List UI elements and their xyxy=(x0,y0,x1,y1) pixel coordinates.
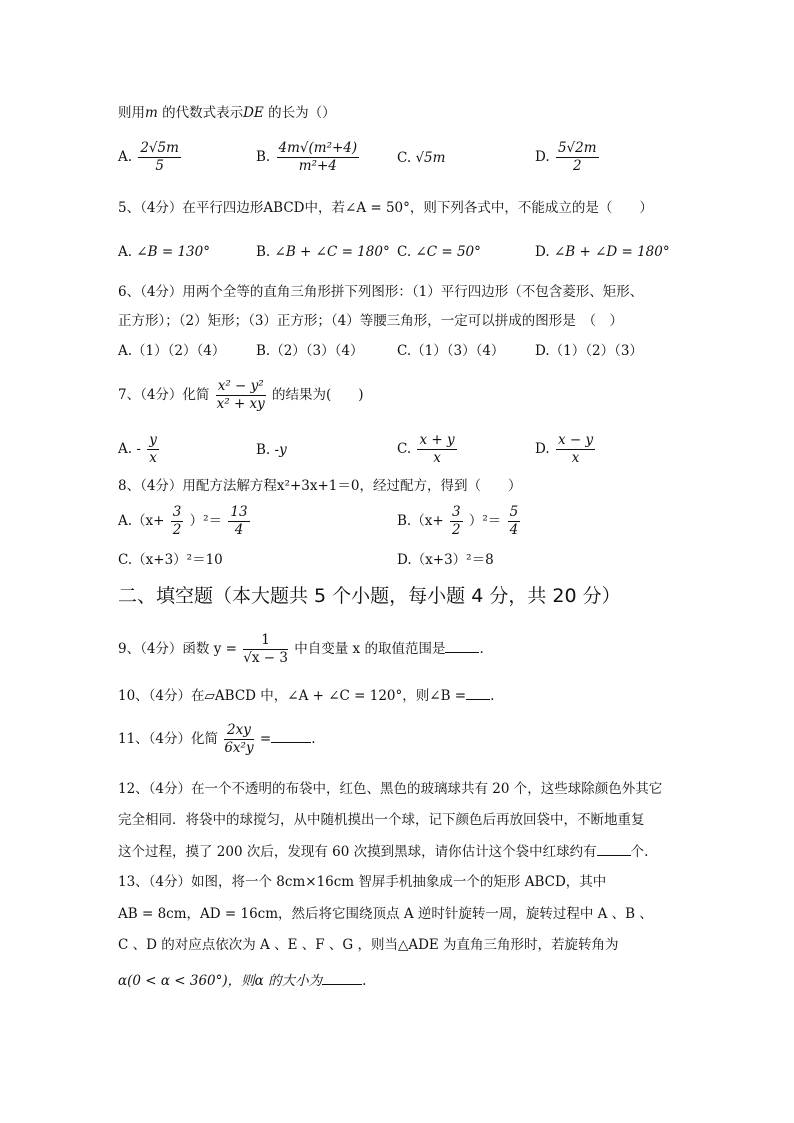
q10-answer-blank[interactable] xyxy=(466,685,490,700)
q9-answer-blank[interactable] xyxy=(445,638,479,653)
section-heading: 二、填空题（本大题共 5 个小题，每小题 4 分，共 20 分） xyxy=(118,585,621,607)
q5-option-b: B. ∠B + ∠C = 180° xyxy=(256,244,390,260)
q8-stem: 8、（4分）用配方法解方程x²+3x+1＝0，经过配方，得到（ ） xyxy=(118,478,522,494)
q8-option-d: D.（x+3）²＝8 xyxy=(397,552,494,568)
q4-option-a: A. $\frac{2√5m}{5}$ xyxy=(118,140,179,174)
q6-option-c: C.（1）（3）（4） xyxy=(397,343,505,359)
q7-option-d: D. $\frac{x - y}{x}$ xyxy=(535,432,594,466)
q5-option-a: A. ∠B = 130° xyxy=(118,244,210,260)
q7-stem: 7、（4分）化简 $\frac{\text{x² − y²}}{\text{x² + xy}}$ 的结果为( ) xyxy=(118,378,364,412)
q12-answer-blank[interactable] xyxy=(597,841,631,856)
q8-option-a: A.（x+ $\frac{3}{2}$ ）²＝ $\frac{13}{4}$ xyxy=(118,504,248,538)
q5-option-d: D. ∠B + ∠D = 180° xyxy=(535,244,670,260)
q13-line2: AB = 8cm，AD = 16cm，然后将它围绕顶点 A 逆时针旋转一周，旋转过程中 A 、B 、 xyxy=(118,906,653,922)
q4-option-c: C. √5m xyxy=(397,150,446,166)
q4-option-d: D. $\frac{5√2m}{2}$ xyxy=(535,140,597,174)
q6-option-a: A.（1）（2）（4） xyxy=(118,343,226,359)
q10-stem: 10、（4分）在▱ABCD 中，∠A + ∠C = 120°，则∠B = . xyxy=(118,685,494,706)
q6-line2: 正方形）；（2）矩形；（3）正方形；（4）等腰三角形，一定可以拼成的图形是 （ ） xyxy=(118,313,624,329)
q6-option-d: D.（1）（2）（3） xyxy=(535,343,643,359)
q12-line3: 这个过程，摸了 200 次后，发现有 60 次摸到黑球，请你估计这个袋中红球约有 个. xyxy=(118,841,648,862)
q5-option-c: C. ∠C = 50° xyxy=(397,244,481,260)
q9-stem: 9、（4分）函数 y = $\frac{1}{√x - 3}$ 中自变量 x 的取值范围是 . xyxy=(118,632,484,666)
q13-line4: α(0 < α < 360°)，则α 的大小为 . xyxy=(118,970,366,991)
q5-stem: 5、（4分）在平行四边形ABCD中，若∠A = 50°，则下列各式中，不能成立的是（ ） xyxy=(118,200,653,216)
q13-line1: 13、（4分）如图，将一个 8cm×16cm 智屏手机抽象成一个的矩形 ABCD，其中 xyxy=(118,874,607,890)
q7-option-c: C. $\frac{x + y}{x}$ xyxy=(397,432,455,466)
q7-option-b: B. -y xyxy=(256,442,287,458)
q4-option-b: B. $\frac{\text{4m√(m²+4)}}{\text{m²+4}}$ xyxy=(256,140,358,174)
q6-line1: 6、（4分）用两个全等的直角三角形拼下列图形：（1）平行四边形（不包含菱形、矩形、 xyxy=(118,284,644,300)
q6-option-b: B.（2）（3）（4） xyxy=(256,343,364,359)
q12-line2: 完全相同．将袋中的球搅匀，从中随机摸出一个球，记下颜色后再放回袋中，不断地重复 xyxy=(118,812,645,828)
q4-stem: 则用m 的代数式表示DE 的长为（） xyxy=(118,105,336,121)
q12-line1: 12、（4分）在一个不透明的布袋中，红色、黑色的玻璃球共有 20 个，这些球除颜色外其它 xyxy=(118,781,663,797)
q7-option-a: A. - $\frac{y}{x}$ xyxy=(118,432,157,466)
q11-stem: 11、（4分）化简 $\frac{2xy}{\text{6x²y}}$ = . xyxy=(118,722,316,756)
q13-answer-blank[interactable] xyxy=(322,970,362,985)
q8-option-c: C.（x+3）²＝10 xyxy=(118,552,223,568)
q11-answer-blank[interactable] xyxy=(271,728,311,743)
q8-option-b: B.（x+ $\frac{3}{2}$ ）²＝ $\frac{5}{4}$ xyxy=(397,504,519,538)
q13-line3: C 、D 的对应点依次为 A 、E 、F 、G ，则当△ADE 为直角三角形时，若旋转角为 xyxy=(118,937,619,953)
